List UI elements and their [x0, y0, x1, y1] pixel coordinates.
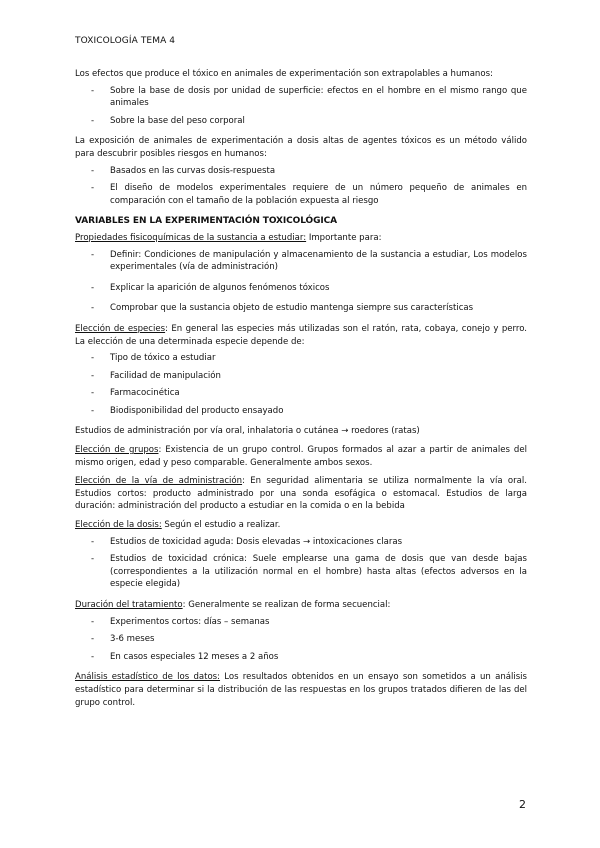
groups-heading: Elección de grupos	[75, 445, 159, 456]
stats-text: Los resultados obtenidos en un ensayo son sometidos a un análisis estadístico para determinar si la distribución de las respuestas en los grupos tratados difieren de las del grupo control.	[75, 672, 528, 708]
list-item: - Facilidad de manipulación	[75, 370, 527, 383]
species-note: Estudios de administración por vía oral, inhalatoria o cutánea → roedores (ratas)	[75, 426, 420, 437]
list-item: - El diseño de modelos experimentales requiere de un número pequeño de animales en comparación con el tamaño de la población expuesta al riesgo	[75, 182, 527, 207]
groups-text: : Existencia de un grupo control. Grupos formados al azar a partir de animales del mismo origen, edad y peso comparable. Generalmente ambos sexos.	[75, 445, 527, 468]
props-heading: Propiedades fisicoquímicas de la sustancia a estudiar:	[75, 232, 307, 243]
intro-paragraph: Los efectos que produce el tóxico en animales de experimentación son extrapolables a humanos:	[75, 69, 493, 79]
exposure-bullet-list	[75, 165, 527, 208]
list-item: - Comprobar que la sustancia objeto de estudio mantenga siempre sus características	[75, 302, 527, 315]
species-heading: Elección de especies	[75, 323, 166, 334]
stats-heading: Análisis estadístico de los datos:	[75, 672, 221, 683]
list-item: - Basados en las curvas dosis-respuesta	[75, 165, 527, 178]
props-text: Importante para:	[306, 232, 382, 243]
dose-text: Según el estudio a realizar.	[161, 520, 281, 531]
list-item: - Estudios de toxicidad crónica: Suele emplearse una gama de dosis que van desde bajas (correspondientes a la utilización normal en el hombre) hasta altas (efectos adversos en la especie elegida)	[75, 553, 527, 591]
intro-bullet-list	[75, 85, 527, 128]
route-heading: Elección de la vía de administración	[75, 476, 243, 487]
list-item: - Definir: Condiciones de manipulación y almacenamiento de la sustancia a estudiar, Los modelos experimentales (vía de administración)	[75, 249, 527, 274]
duration-bullet-list	[75, 616, 527, 664]
route-paragraph	[75, 475, 527, 513]
duration-text: : Generalmente se realizan de forma secuencial:	[182, 600, 391, 610]
section-title: VARIABLES EN LA EXPERIMENTACIÓN TOXICOLÓGICA	[75, 216, 337, 227]
props-bullet-list	[75, 249, 527, 315]
species-text: : En general las especies más utilizadas son el ratón, rata, cobaya, conejo y perro. La elección de una determinada especie depende de:	[75, 323, 527, 347]
list-item: - Estudios de toxicidad aguda: Dosis elevadas → intoxicaciones claras	[75, 536, 527, 549]
dose-heading: Elección de la dosis:	[75, 520, 162, 531]
list-item: - Sobre la base del peso corporal	[75, 115, 527, 128]
list-item: - Explicar la aparición de algunos fenómenos tóxicos	[75, 282, 527, 295]
duration-paragraph	[75, 599, 527, 612]
species-bullet-list	[75, 352, 527, 417]
page-header: TOXICOLOGÍA TEMA 4	[75, 36, 176, 46]
list-item: - Sobre la base de dosis por unidad de superficie: efectos en el hombre en el mismo rango que animales	[75, 85, 527, 110]
list-item: - Tipo de tóxico a estudiar	[75, 352, 527, 365]
list-item: - 3-6 meses	[75, 633, 527, 646]
dose-bullet-list	[75, 536, 527, 591]
species-paragraph	[75, 323, 527, 348]
page-number: 2	[519, 798, 526, 811]
list-item: - Farmacocinética	[75, 387, 527, 400]
props-paragraph	[75, 232, 527, 245]
list-item: - Biodisponibilidad del producto ensayado	[75, 405, 527, 418]
exposure-paragraph: La exposición de animales de experimentación a dosis altas de agentes tóxicos es un método válido para descubrir posibles riesgos en humanos:	[75, 136, 527, 159]
list-item: - En casos especiales 12 meses a 2 años	[75, 651, 527, 664]
stats-paragraph	[75, 671, 527, 709]
list-item: - Experimentos cortos: días – semanas	[75, 616, 527, 629]
groups-paragraph	[75, 444, 527, 469]
route-text: : En seguridad alimentaria se utiliza normalmente la vía oral. Estudios cortos: producto administrado por una sonda esofágica o estomacal. Estudios de larga duración: administración del producto a estudiar en la comida o en la bebida	[75, 476, 527, 512]
dose-paragraph	[75, 519, 527, 532]
duration-heading: Duración del tratamiento	[75, 600, 183, 610]
page-content	[75, 68, 527, 715]
